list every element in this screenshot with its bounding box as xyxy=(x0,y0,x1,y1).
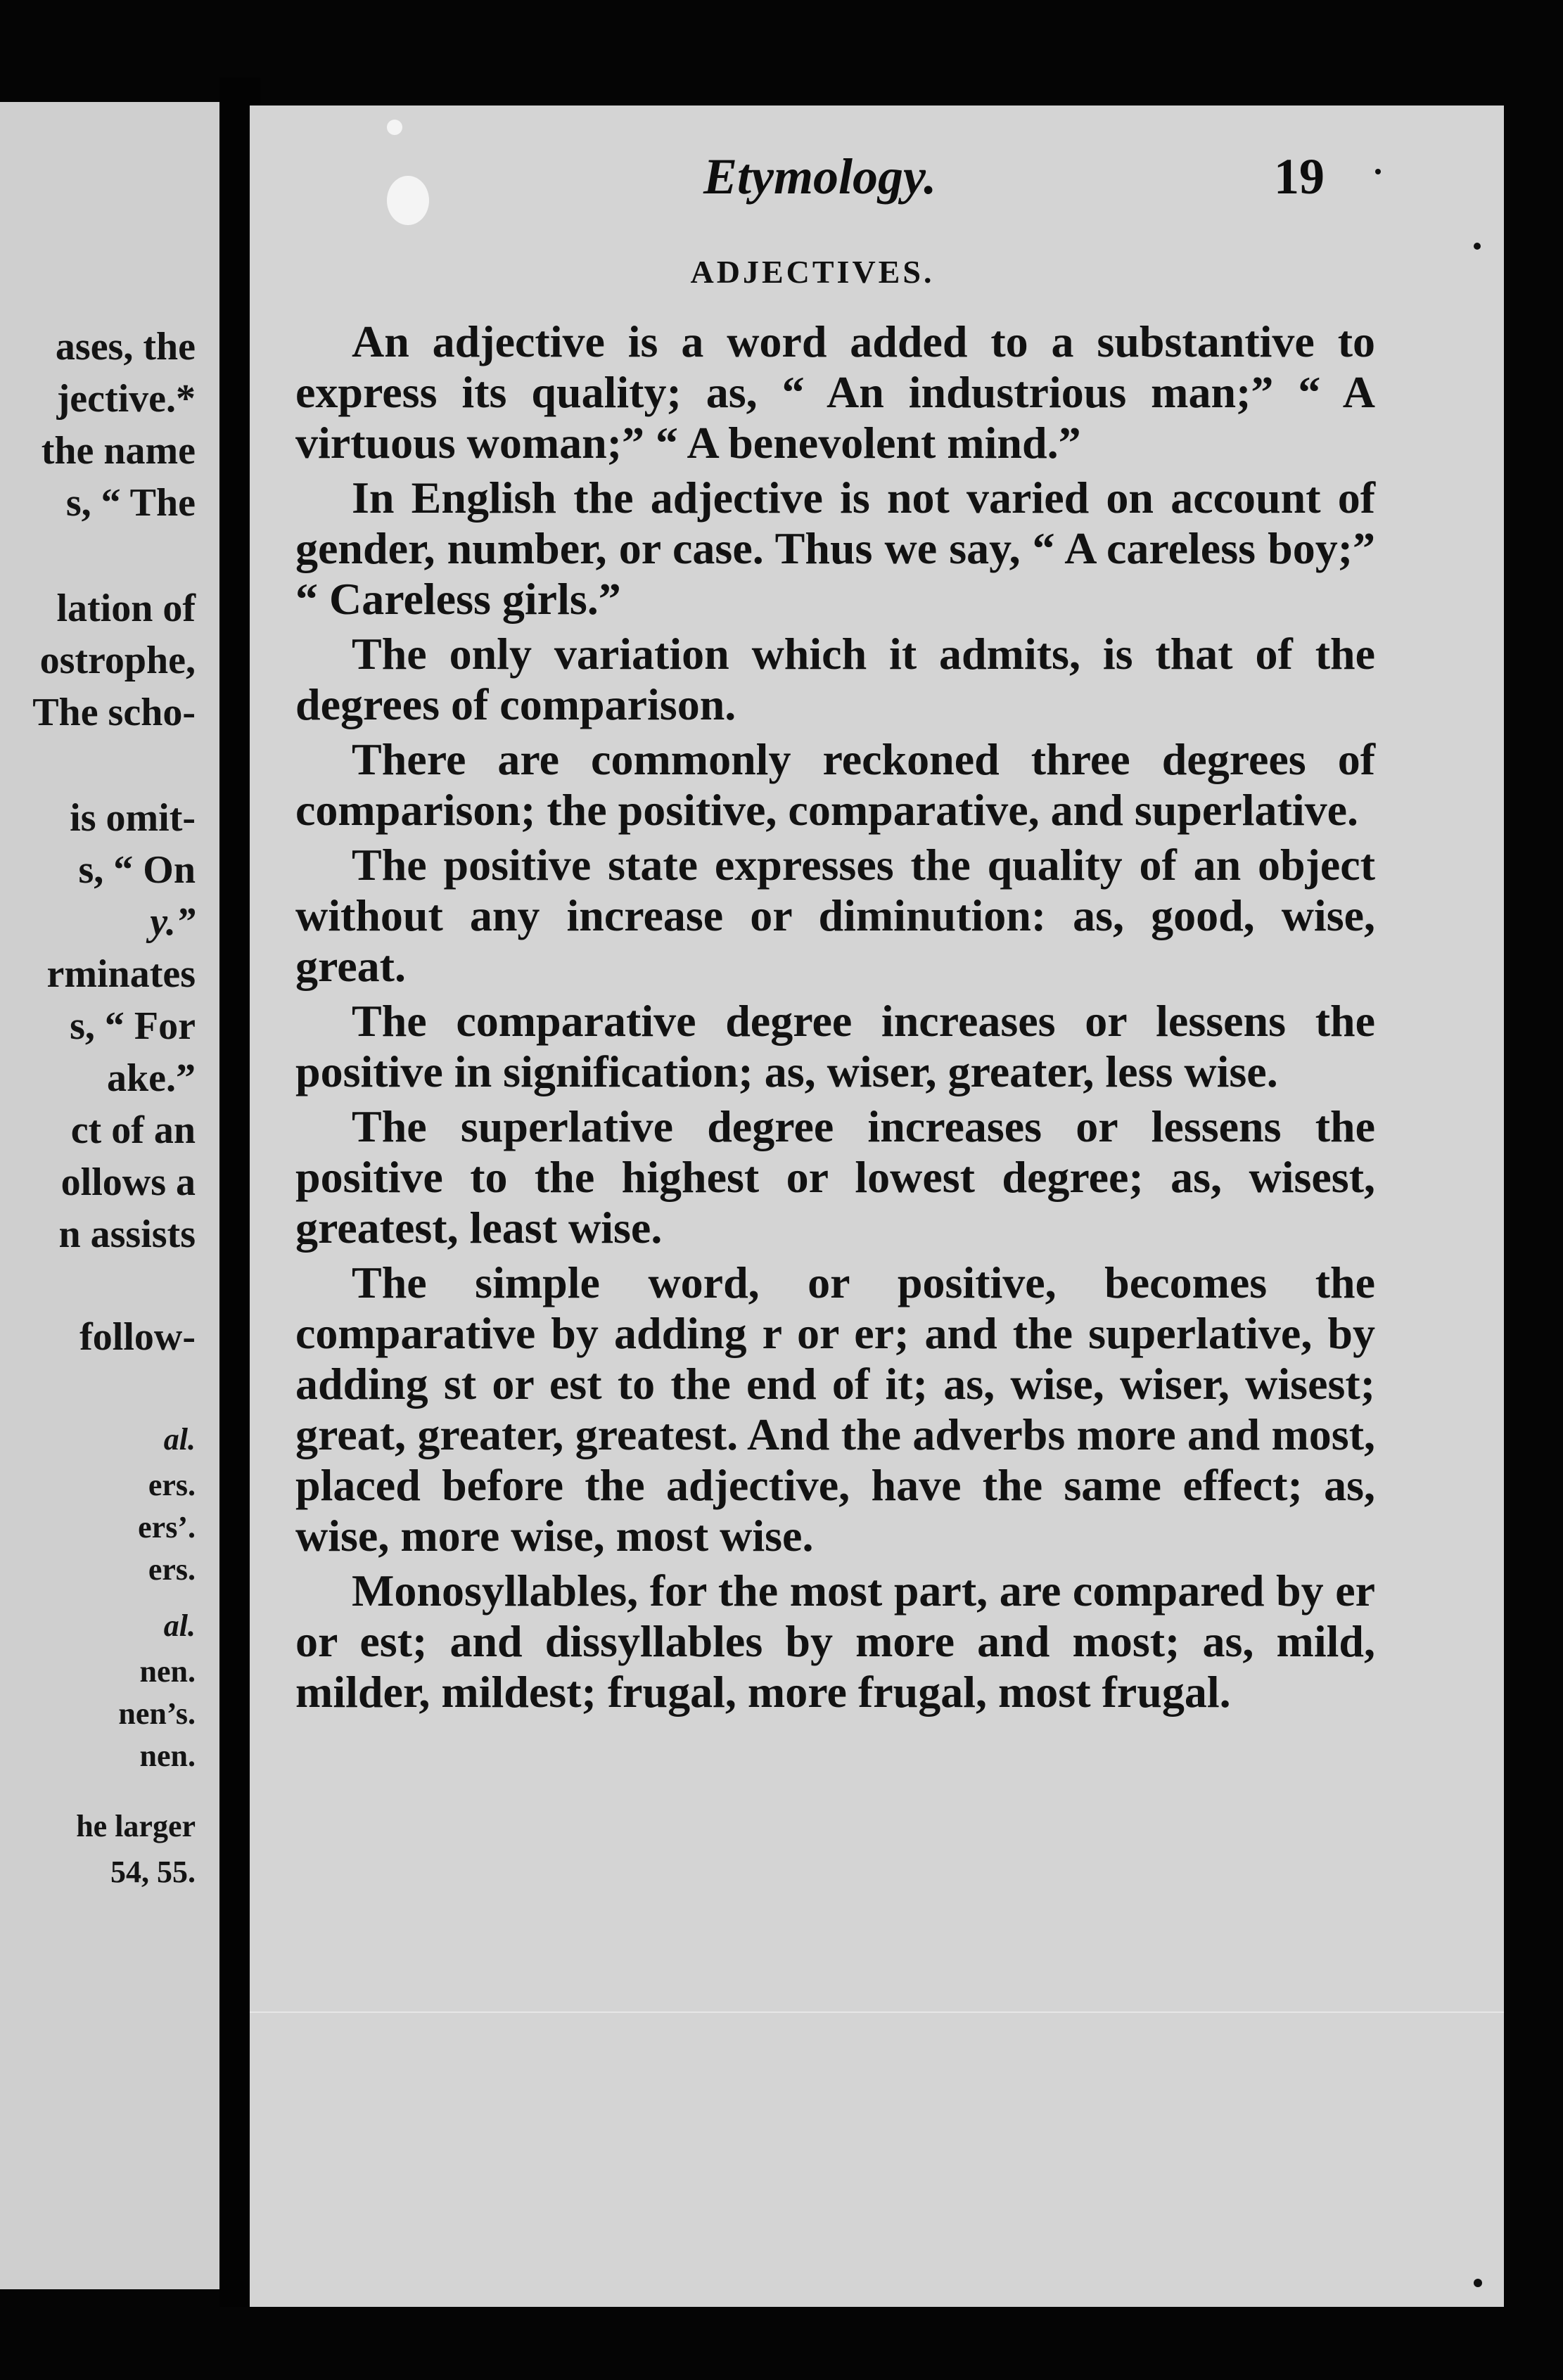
left-page-line: al. xyxy=(163,1608,196,1643)
left-page-line: n assists xyxy=(58,1213,196,1256)
left-page-line: s, “ On xyxy=(78,848,196,892)
left-page-line: s, “ The xyxy=(65,481,196,525)
left-page-line: 54, 55. xyxy=(110,1855,196,1889)
left-page-line: al. xyxy=(163,1422,196,1457)
left-page-line: ers. xyxy=(148,1552,196,1587)
left-page-line: nen. xyxy=(139,1654,196,1689)
left-page-line: The scho- xyxy=(32,691,196,734)
paragraph: The comparative degree increases or lessens the positive in signification; as, wiser, greater, less wise. xyxy=(295,996,1375,1096)
left-page-line: rminates xyxy=(46,952,196,996)
page-number: 19 xyxy=(1274,148,1325,205)
left-page-line: nen. xyxy=(139,1739,196,1773)
paragraph: There are commonly reckoned three degrees of comparison; the positive, comparative, and superlative. xyxy=(295,734,1375,835)
page-header xyxy=(250,148,1504,211)
ink-dot xyxy=(1474,243,1481,250)
left-page-line: ers’. xyxy=(138,1510,196,1544)
body-text xyxy=(295,316,1375,1722)
paper-speck xyxy=(387,120,402,135)
left-page-line: ases, the xyxy=(55,325,196,369)
section-title: ADJECTIVES. xyxy=(690,254,935,290)
left-page-line: nen’s. xyxy=(118,1696,196,1731)
left-page-line: y.” xyxy=(150,900,196,944)
left-page-line: the name xyxy=(41,429,196,473)
left-page-line: ers. xyxy=(148,1468,196,1502)
paragraph: The superlative degree increases or lessens the positive to the highest or lowest degree; as, wisest, greatest, least wise. xyxy=(295,1101,1375,1253)
page-crease xyxy=(250,2011,1504,2013)
right-page xyxy=(250,105,1504,2307)
paragraph: An adjective is a word added to a substantive to express its quality; as, “ An industrious man;” “ A virtuous woman;” “ A benevolent mind.” xyxy=(295,316,1375,468)
paragraph: The only variation which it admits, is that of the degrees of comparison. xyxy=(295,629,1375,729)
left-page-line: ostrophe, xyxy=(39,639,196,682)
left-page-fragment xyxy=(0,102,219,2289)
paragraph: In English the adjective is not varied on account of gender, number, or case. Thus we say, “ A careless boy;” “ Careless girls.” xyxy=(295,473,1375,624)
left-page-line: ollows a xyxy=(60,1160,196,1204)
left-page-line: he larger xyxy=(76,1809,196,1843)
left-page-line: ake.” xyxy=(107,1056,196,1100)
left-page-line: jective.* xyxy=(56,377,196,421)
paragraph: The positive state expresses the quality of an object without any increase or diminution: as, good, wise, great. xyxy=(295,840,1375,991)
paragraph: The simple word, or positive, becomes the comparative by adding r or er; and the superlative, by adding st or est to the end of it; as, wise, wiser, wisest; great, greater, greatest. And the adverbs more and most, placed before the adjective, have the same effect; as, wise, more wise, most wise. xyxy=(295,1258,1375,1561)
paragraph: Monosyllables, for the most part, are compared by er or est; and dissyllables by more and most; as, mild, milder, mildest; frugal, more frugal, most frugal. xyxy=(295,1566,1375,1717)
left-page-line: ct of an xyxy=(70,1108,196,1152)
ink-dot xyxy=(1474,2279,1482,2287)
left-page-line: lation of xyxy=(56,587,196,630)
left-page-line: is omit- xyxy=(70,796,196,840)
left-page-line: follow- xyxy=(79,1315,196,1359)
left-page-line: s, “ For xyxy=(70,1004,196,1048)
running-head: Etymology. xyxy=(703,148,937,205)
